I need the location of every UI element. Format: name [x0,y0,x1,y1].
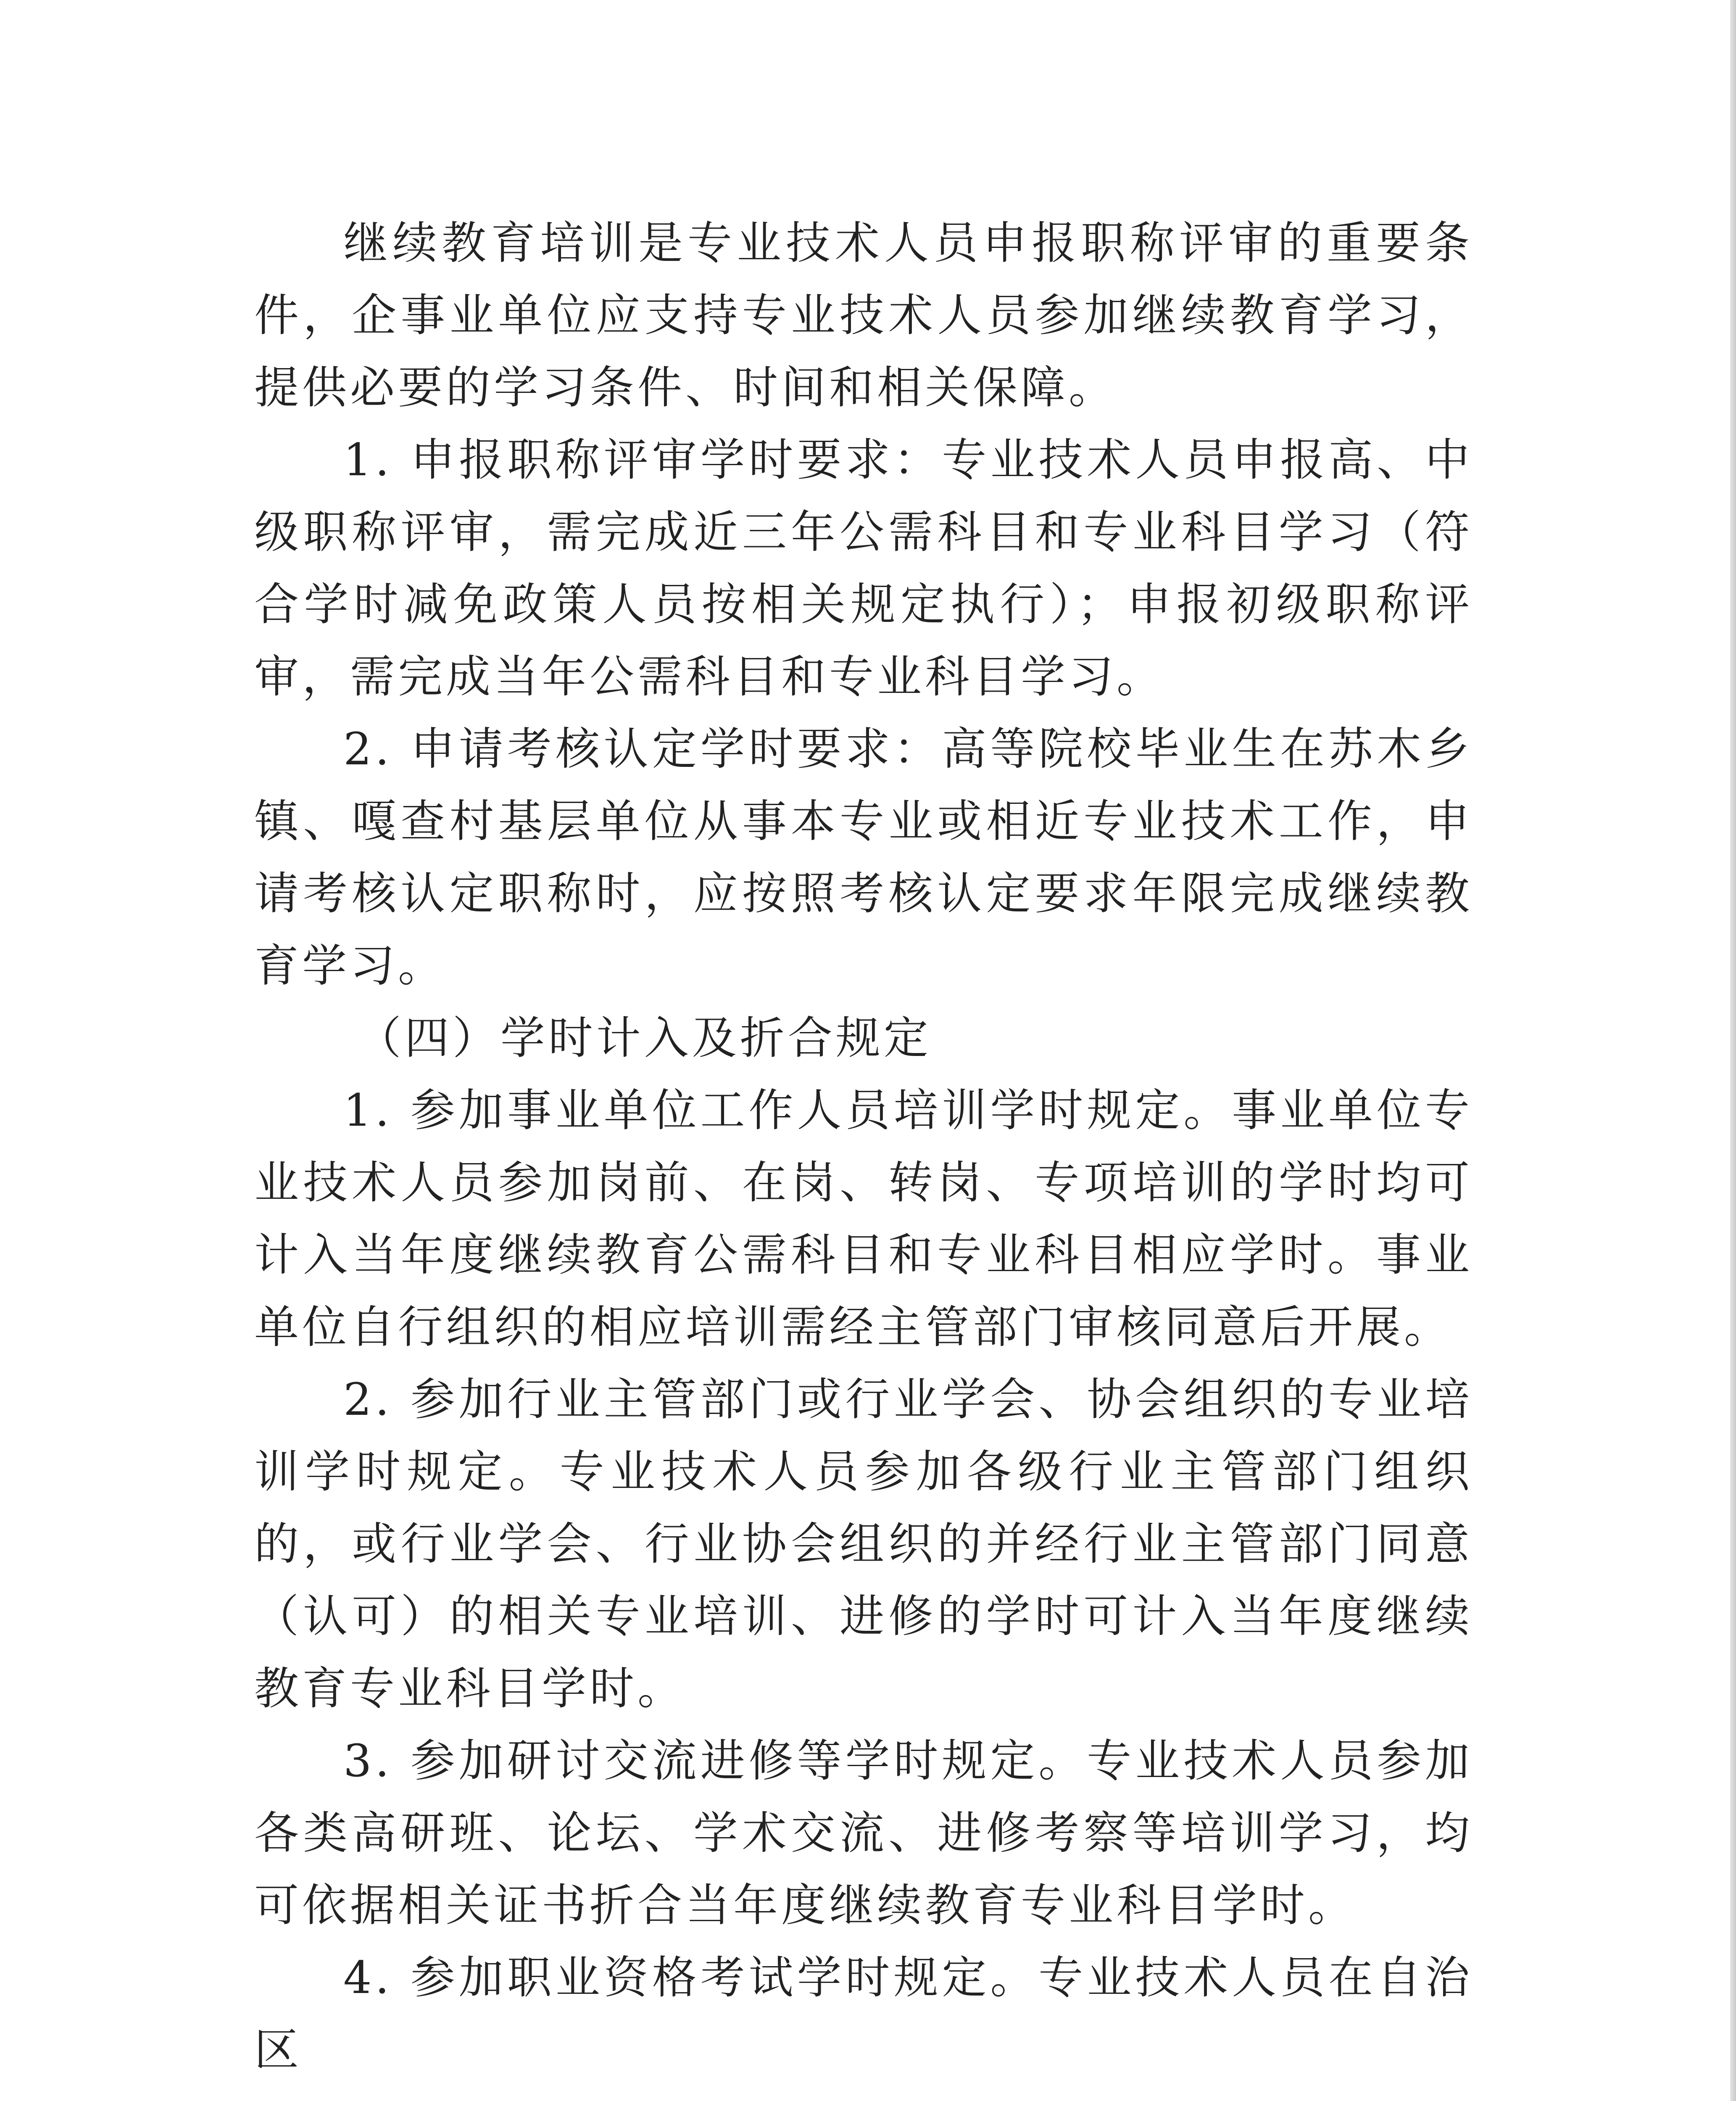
paragraph-rule-4-qualification-exam: 4. 参加职业资格考试学时规定。专业技术人员在自治区 [254,1952,1473,2076]
paragraph-item-1-title-review: 1. 申报职称评审学时要求：专业技术人员申报高、中级职称评审，需完成近三年公需科目和专业科目学习（符合学时减免政策人员按相关规定执行）；申报初级职称评审，需完成当年公需科目和专业科目学习。 [254,434,1473,703]
paragraph-rule-1-institution-training: 1. 参加事业单位工作人员培训学时规定。事业单位专业技术人员参加岗前、在岗、转岗、专项培训的学时均可计入当年度继续教育公需科目和专业科目相应学时。事业单位自行组织的相应培训需经主管部门审核同意后开展。 [254,1085,1473,1353]
section-heading-four: （四）学时计入及折合规定 [356,1012,932,1064]
paragraph-rule-3-seminar-exchange: 3. 参加研讨交流进修等学时规定。专业技术人员参加各类高研班、论坛、学术交流、进修考察等培训学习，均可依据相关证书折合当年度继续教育专业科目学时。 [254,1735,1473,1931]
paragraph-rule-2-industry-training: 2. 参加行业主管部门或行业学会、协会组织的专业培训学时规定。专业技术人员参加各级行业主管部门组织的，或行业学会、行业协会组织的并经行业主管部门同意（认可）的相关专业培训、进修的学时可计入当年度继续教育专业科目学时。 [254,1374,1473,1714]
body-text [254,207,1473,2086]
scan-edge-shadow [1730,0,1736,2101]
paragraph-intro: 继续教育培训是专业技术人员申报职称评审的重要条件，企事业单位应支持专业技术人员参加继续教育学习，提供必要的学习条件、时间和相关保障。 [254,217,1473,413]
paragraph-item-2-assessment: 2. 申请考核认定学时要求：高等院校毕业生在苏木乡镇、嘎查村基层单位从事本专业或相近专业技术工作，申请考核认定职称时，应按照考核认定要求年限完成继续教育学习。 [254,723,1473,992]
